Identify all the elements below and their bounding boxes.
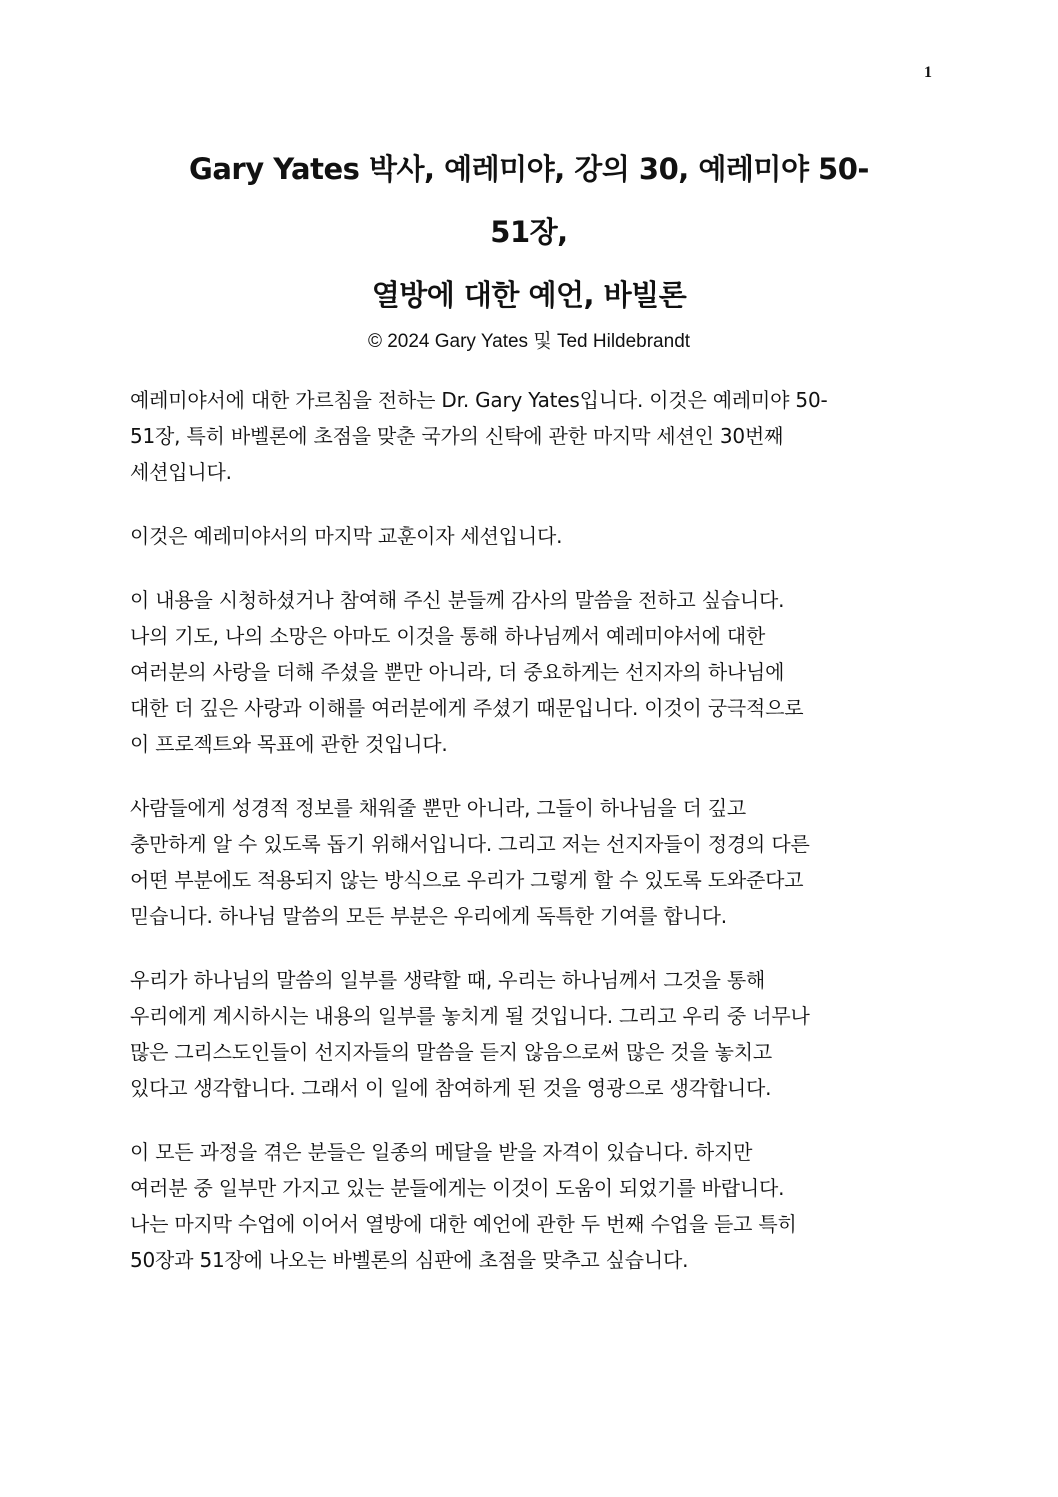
text-line: 나의 기도, 나의 소망은 아마도 이것을 통해 하나님께서 예레미야서에 대한 (130, 624, 766, 648)
title-line-3: 열방에 대한 예언, 바빌론 (371, 278, 687, 312)
paragraph-5 (130, 962, 928, 1106)
text-line: 51장, 특히 바벨론에 초점을 맞춘 국가의 신탁에 관한 마지막 세션인 30번째 (130, 424, 784, 448)
text-line: 사람들에게 성경적 정보를 채워줄 뿐만 아니라, 그들이 하나님을 더 깊고 (130, 796, 747, 820)
page-number: 1 (924, 64, 932, 81)
document-body (130, 382, 928, 1306)
paragraph-4 (130, 790, 928, 934)
text-line: 나는 마지막 수업에 이어서 열방에 대한 예언에 관한 두 번째 수업을 듣고 특히 (130, 1212, 797, 1236)
copyright-notice: © 2024 Gary Yates 및 Ted Hildebrandt (367, 331, 691, 352)
title-line-1: Gary Yates 박사, 예레미야, 강의 30, 예레미야 50- (189, 152, 869, 186)
text-line: 우리가 하나님의 말씀의 일부를 생략할 때, 우리는 하나님께서 그것을 통해 (130, 968, 766, 992)
text-line: 예레미야서에 대한 가르침을 전하는 Dr. Gary Yates입니다. 이것은 예레미야 50- (130, 388, 828, 412)
text-line: 이것은 예레미야서의 마지막 교훈이자 세션입니다. (130, 524, 563, 548)
paragraph-6 (130, 1134, 928, 1278)
text-line: 이 내용을 시청하셨거나 참여해 주신 분들께 감사의 말씀을 전하고 싶습니다. (130, 588, 785, 612)
document-header (130, 138, 928, 357)
text-line: 있다고 생각합니다. 그래서 이 일에 참여하게 된 것을 영광으로 생각합니다. (130, 1076, 772, 1100)
text-line: 여러분의 사랑을 더해 주셨을 뿐만 아니라, 더 중요하게는 선지자의 하나님에 (130, 660, 785, 684)
text-line: 대한 더 깊은 사랑과 이해를 여러분에게 주셨기 때문입니다. 이것이 궁극적으로 (130, 696, 804, 720)
text-line: 이 모든 과정을 겪은 분들은 일종의 메달을 받을 자격이 있습니다. 하지만 (130, 1140, 753, 1164)
text-line: 우리에게 계시하시는 내용의 일부를 놓치게 될 것입니다. 그리고 우리 중 너무나 (130, 1004, 810, 1028)
text-line: 믿습니다. 하나님 말씀의 모든 부분은 우리에게 독특한 기여를 합니다. (130, 904, 727, 928)
text-line: 어떤 부분에도 적용되지 않는 방식으로 우리가 그렇게 할 수 있도록 도와준다고 (130, 868, 804, 892)
text-line: 여러분 중 일부만 가지고 있는 분들에게는 이것이 도움이 되었기를 바랍니다. (130, 1176, 785, 1200)
text-line: 세션입니다. (130, 460, 232, 484)
paragraph-3 (130, 582, 928, 762)
paragraph-1 (130, 382, 928, 490)
title-line-2: 51장, (490, 215, 568, 249)
text-line: 이 프로젝트와 목표에 관한 것입니다. (130, 732, 448, 756)
text-line: 많은 그리스도인들이 선지자들의 말씀을 듣지 않음으로써 많은 것을 놓치고 (130, 1040, 772, 1064)
paragraph-2 (130, 518, 928, 554)
text-line: 충만하게 알 수 있도록 돕기 위해서입니다. 그리고 저는 선지자들이 정경의 다른 (130, 832, 810, 856)
text-line: 50장과 51장에 나오는 바벨론의 심판에 초점을 맞추고 싶습니다. (130, 1248, 689, 1272)
